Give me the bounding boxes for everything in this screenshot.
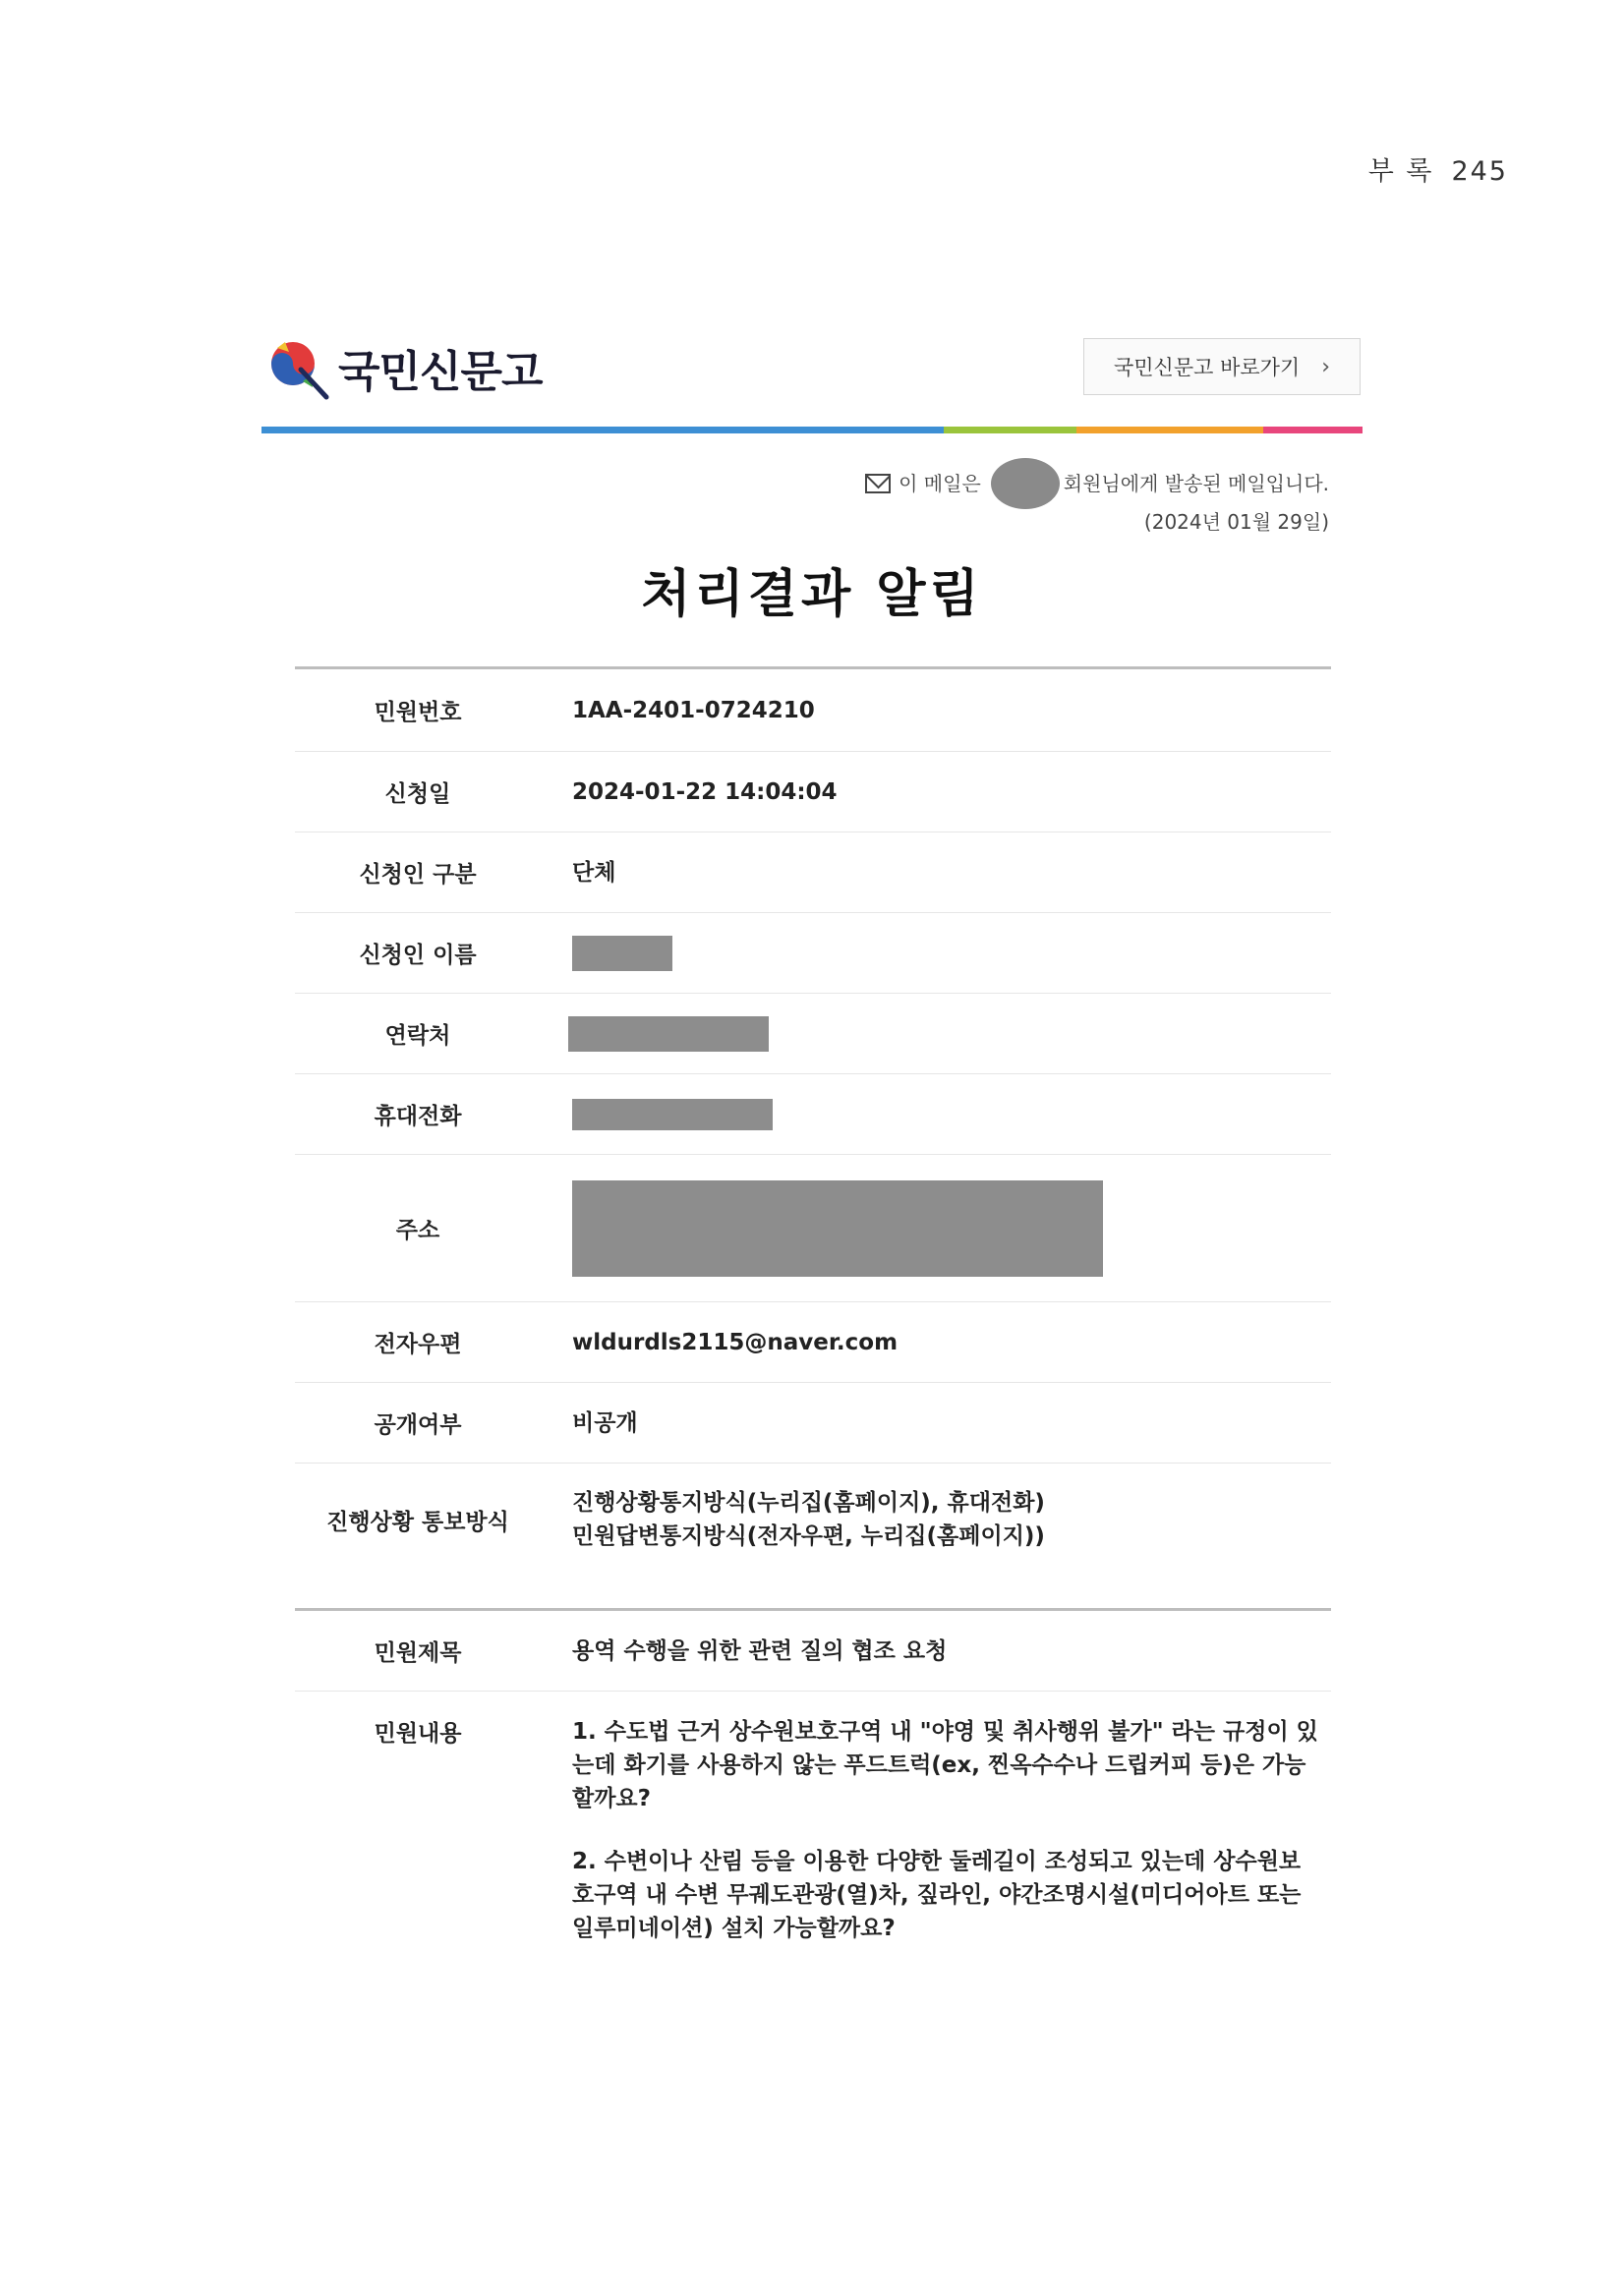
subject-label: 민원제목: [374, 1640, 462, 1666]
mail-icon: [865, 474, 891, 493]
redacted-contact-value: [568, 1016, 769, 1052]
field-label: 신청인 이름: [359, 943, 477, 968]
logo[interactable]: [263, 328, 543, 407]
table-row: [295, 1155, 1331, 1302]
table-row: [295, 913, 1331, 994]
color-bar-orange: [1076, 427, 1263, 433]
email-notice: [261, 324, 1363, 1995]
field-label: 민원번호: [374, 700, 462, 725]
table-row: [295, 1383, 1331, 1464]
notice-prefix: 이 메일은: [899, 472, 981, 495]
field-label: 진행상황 통보방식: [326, 1509, 509, 1535]
content-paragraph-1: 1. 수도법 근거 상수원보호구역 내 "야영 및 취사행위 불가" 라는 규정이 있는데 화기를 사용하지 않는 푸드트럭(ex, 찐옥수수나 드립커피 등)은 가능할까요?: [572, 1719, 1318, 1811]
table-row: [295, 1611, 1331, 1692]
table-row: [295, 832, 1331, 913]
info-table: [295, 666, 1331, 1576]
field-label: 연락처: [384, 1023, 451, 1049]
field-label: 휴대전화: [374, 1104, 462, 1129]
notice-suffix: 회원님에게 발송된 메일입니다.: [1063, 472, 1329, 495]
shortcut-button-label: 국민신문고 바로가기: [1113, 356, 1301, 379]
table-row: [295, 1692, 1331, 1975]
field-value: 1AA-2401-0724210: [572, 697, 815, 723]
field-value: 2024-01-22 14:04:04: [572, 778, 838, 805]
complaint-section: [295, 1608, 1331, 1975]
color-bar-green: [944, 427, 1075, 433]
redacted-name-value: [572, 936, 672, 971]
table-row: [295, 1464, 1331, 1576]
table-row: [295, 994, 1331, 1074]
field-label: 전자우편: [374, 1332, 462, 1357]
answer-notification-method: 민원답변통지방식(전자우편, 누리집(홈페이지)): [572, 1523, 1045, 1549]
appendix-label: 부 록: [1367, 156, 1434, 187]
page-number: 245: [1451, 156, 1508, 187]
taegeuk-logo-icon: [263, 332, 334, 403]
field-label: 신청일: [384, 781, 451, 807]
field-value: 비공개: [572, 1409, 638, 1436]
redacted-address-value: [572, 1180, 1103, 1277]
field-value: wldurdls2115@naver.com: [572, 1329, 899, 1355]
recipient-notice: [865, 458, 1329, 535]
subject-value: 용역 수행을 위한 관련 질의 협조 요청: [572, 1637, 948, 1664]
table-row: [295, 1074, 1331, 1155]
content-paragraph-2: 2. 수변이나 산림 등을 이용한 다양한 둘레길이 조성되고 있는데 상수원보호구역 내 수변 무궤도관광(열)차, 짚라인, 야간조명시설(미디어아트 또는 일루미네이션) 설치 가능할까요?: [572, 1849, 1302, 1941]
logo-text: 국민신문고: [338, 347, 543, 397]
color-bar-pink: [1263, 427, 1363, 433]
field-label: 공개여부: [374, 1412, 462, 1438]
table-row: [295, 752, 1331, 832]
redacted-name: [991, 458, 1060, 509]
progress-notification-method: 진행상황통지방식(누리집(홈페이지), 휴대전화): [572, 1490, 1045, 1516]
field-label: 신청인 구분: [359, 862, 477, 888]
field-value: 단체: [572, 859, 616, 886]
field-label: 주소: [395, 1218, 440, 1243]
shortcut-button[interactable]: [1083, 338, 1361, 395]
page-title: 처리결과 알림: [641, 565, 983, 624]
page-header: [1351, 149, 1508, 188]
content-label: 민원내용: [374, 1721, 462, 1747]
chevron-right-icon: ›: [1321, 354, 1331, 379]
brand-color-bar: [261, 427, 1363, 433]
color-bar-blue: [261, 427, 944, 433]
notice-date: (2024년 01월 29일): [1143, 510, 1329, 534]
table-row: [295, 1302, 1331, 1383]
table-row: [295, 669, 1331, 752]
redacted-mobile-value: [572, 1099, 773, 1130]
